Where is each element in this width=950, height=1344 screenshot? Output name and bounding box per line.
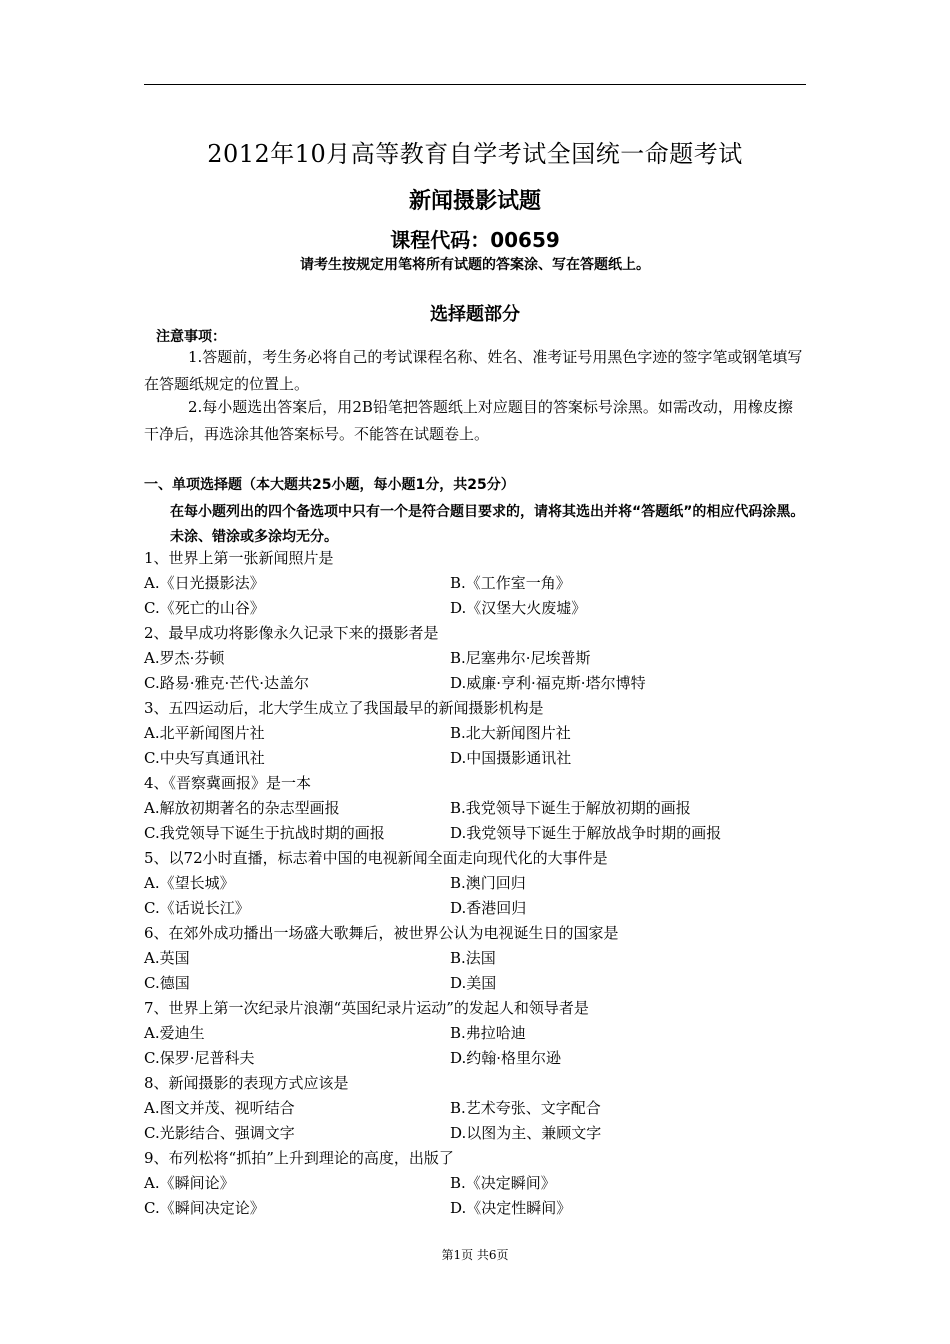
question-2 (144, 621, 806, 696)
option-b: B.法国 (450, 949, 496, 967)
option-row (144, 971, 806, 996)
question-5 (144, 846, 806, 921)
option-c: C.《死亡的山谷》 (144, 599, 265, 617)
question-stem: 5、以72小时直播，标志着中国的电视新闻全面走向现代化的大事件是 (144, 849, 608, 867)
option-c: C.中央写真通讯社 (144, 749, 265, 767)
question-3 (144, 696, 806, 771)
option-b: B.尼塞弗尔·尼埃普斯 (450, 649, 591, 667)
option-b: B.北大新闻图片社 (450, 724, 571, 742)
exam-title: 2012年10月高等教育自学考试全国统一命题考试 (207, 140, 743, 168)
option-row (144, 796, 806, 821)
answer-instruction: 请考生按规定用笔将所有试题的答案涂、写在答题纸上。 (300, 257, 650, 273)
option-row (144, 871, 806, 896)
option-d: D.《汉堡大火废墟》 (450, 599, 587, 617)
option-a: A.爱迪生 (144, 1024, 205, 1042)
option-row (144, 721, 806, 746)
question-9 (144, 1146, 806, 1221)
option-d: D.约翰·格里尔逊 (450, 1049, 562, 1067)
option-row (144, 596, 806, 621)
option-row (144, 1096, 806, 1121)
question-stem: 2、最早成功将影像永久记录下来的摄影者是 (144, 624, 439, 642)
option-d: D.《决定性瞬间》 (450, 1199, 572, 1217)
option-row (144, 746, 806, 771)
option-a: A.图文并茂、视听结合 (144, 1099, 295, 1117)
question-stem: 1、世界上第一张新闻照片是 (144, 549, 334, 567)
question-4 (144, 771, 806, 846)
option-b: B.弗拉哈迪 (450, 1024, 526, 1042)
section-title: 选择题部分 (430, 304, 520, 325)
question-7 (144, 996, 806, 1071)
option-row (144, 1121, 806, 1146)
option-d: D.以图为主、兼顾文字 (450, 1124, 602, 1142)
page-footer: 第1页 共6页 (441, 1248, 509, 1262)
question-stem: 7、世界上第一次纪录片浪潮“英国纪录片运动”的发起人和领导者是 (144, 999, 589, 1017)
option-a: A.英国 (144, 949, 190, 967)
option-d: D.香港回归 (450, 899, 527, 917)
option-d: D.美国 (450, 974, 497, 992)
option-b: B.艺术夸张、文字配合 (450, 1099, 601, 1117)
option-a: A.《日光摄影法》 (144, 574, 265, 592)
option-d: D.威廉·亨利·福克斯·塔尔博特 (450, 674, 646, 692)
option-b: B.《工作室一角》 (450, 574, 571, 592)
option-b: B.《决定瞬间》 (450, 1174, 556, 1192)
option-d: D.我党领导下诞生于解放战争时期的画报 (450, 824, 722, 842)
option-c: C.《话说长江》 (144, 899, 250, 917)
option-row (144, 896, 806, 921)
exam-subtitle: 新闻摄影试题 (408, 189, 541, 214)
option-row (144, 1171, 806, 1196)
option-row (144, 821, 806, 846)
question-stem: 3、五四运动后，北大学生成立了我国最早的新闻摄影机构是 (144, 699, 544, 717)
option-a: A.罗杰·芬顿 (144, 649, 225, 667)
option-c: C.光影结合、强调文字 (144, 1124, 295, 1142)
option-row (144, 646, 806, 671)
option-row (144, 1021, 806, 1046)
question-list (144, 546, 806, 1221)
question-6 (144, 921, 806, 996)
question-8 (144, 1071, 806, 1146)
question-stem: 9、布列松将“抓拍”上升到理论的高度，出版了 (144, 1149, 454, 1167)
option-c: C.路易·雅克·芒代·达盖尔 (144, 674, 310, 692)
option-a: A.《望长城》 (144, 874, 235, 892)
option-c: C.我党领导下诞生于抗战时期的画报 (144, 824, 385, 842)
option-c: C.保罗·尼普科夫 (144, 1049, 255, 1067)
option-b: B.澳门回归 (450, 874, 526, 892)
part-description: 在每小题列出的四个备选项中只有一个是符合题目要求的，请将其选出并将“答题纸”的相应代码涂黑。未涂、错涂或多涂均无分。 (170, 504, 805, 545)
notice-item-2: 2.每小题选出答案后，用2B铅笔把答题纸上对应题目的答案标号涂黑。如需改动，用橡皮擦干净后，再选涂其他答案标号。不能答在试题卷上。 (144, 398, 793, 443)
option-row (144, 1196, 806, 1221)
question-stem: 4、《晋察冀画报》是一本 (144, 774, 312, 792)
part-heading: 一、单项选择题（本大题共25小题，每小题1分，共25分） (144, 477, 515, 493)
question-stem: 6、在郊外成功播出一场盛大歌舞后，被世界公认为电视诞生日的国家是 (144, 924, 619, 942)
option-a: A.北平新闻图片社 (144, 724, 265, 742)
option-b: B.我党领导下诞生于解放初期的画报 (450, 799, 691, 817)
option-d: D.中国摄影通讯社 (450, 749, 572, 767)
course-code: 课程代码：00659 (390, 228, 560, 252)
option-row (144, 946, 806, 971)
option-row (144, 571, 806, 596)
option-row (144, 1046, 806, 1071)
option-a: A.解放初期著名的杂志型画报 (144, 799, 340, 817)
option-c: C.德国 (144, 974, 190, 992)
notice-item-1: 1.答题前，考生务必将自己的考试课程名称、姓名、准考证号用黑色字迹的签字笔或钢笔填写在答题纸规定的位置上。 (144, 348, 803, 393)
header-rule (144, 84, 806, 85)
option-row (144, 671, 806, 696)
question-stem: 8、新闻摄影的表现方式应该是 (144, 1074, 349, 1092)
notice-heading: 注意事项： (156, 329, 226, 345)
question-1 (144, 546, 806, 621)
option-a: A.《瞬间论》 (144, 1174, 235, 1192)
option-c: C.《瞬间决定论》 (144, 1199, 265, 1217)
